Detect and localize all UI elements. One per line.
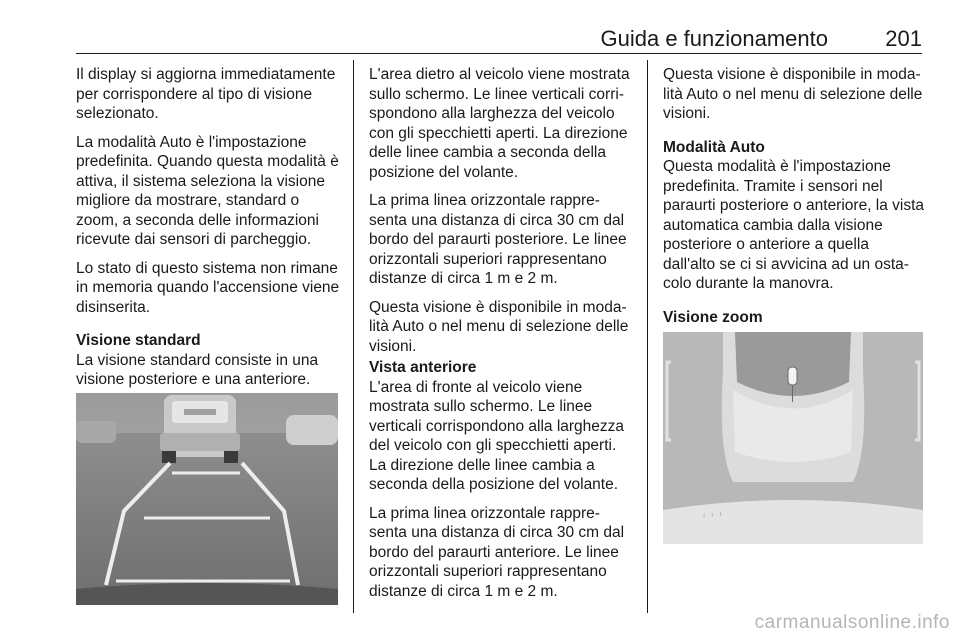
section-title: Guida e funzionamento <box>600 26 828 51</box>
column-3 <box>663 65 925 327</box>
paragraph-rear-distance: La prima linea orizzontale rappre-senta una distanza di circa 30 cm dal bordo del paraurti posteriore. Le linee orizzontali superiori rappresentano distanze di circa 1 m e 2 m. <box>369 192 627 287</box>
page-number: 201 <box>885 26 922 51</box>
column-divider-1 <box>353 60 354 613</box>
zoom-view-illustration <box>663 332 923 544</box>
paragraph-front-distance: La prima linea orizzontale rappre-senta una distanza di circa 30 cm dal bordo del paraurti anteriore. Le linee orizzontali superiori rappresentano distanze di circa 1 m e 2 m. <box>369 504 625 600</box>
header-rule <box>76 53 922 54</box>
paragraph-auto-description: Questa modalità è l'impostazione predefinita. Tramite i sensori nel paraurti posteriore o anteriore, la vista automatica cambia dalla visione posteriore o anteriore a quella dall'alto se ci si avvicina ad un osta-colo durante la manovra. <box>663 158 925 292</box>
paragraph-auto-mode: La modalità Auto è l'impostazione predefinita. Quando questa modalità è attiva, il sistema seleziona la visione migliore da mostrare, standard o zoom, a seconda delle informazioni ricevute dai sensori di parcheggio. <box>76 133 339 248</box>
page-header <box>76 26 922 52</box>
paragraph-front-area: L'area di fronte al veicolo viene mostrata sullo schermo. Le linee verticali corrispondono alla larghezza del veicolo con gli specchietti aperti. La direzione delle linee cambia a seconda della posizione del volante. <box>369 378 625 493</box>
paragraph-zoom-availability: Questa visione è disponibile in moda-lità Auto o nel menu di selezione delle visioni. <box>663 66 923 122</box>
heading-standard-view: Visione standard <box>76 332 201 349</box>
column-2 <box>369 65 633 610</box>
column-1 <box>76 65 342 418</box>
rear-view-illustration <box>76 393 338 605</box>
paragraph-display-update: Il display si aggiorna immediatamente per corrispondere al tipo di visione selezionato. <box>76 66 336 122</box>
column-divider-2 <box>647 60 648 613</box>
paragraph-memory-state: Lo stato di questo sistema non rimane in memoria quando l'accensione viene disinserita. <box>76 259 340 316</box>
svg-text:' ' ': ' ' ' <box>701 509 724 528</box>
paragraph-rear-area: L'area dietro al veicolo viene mostrata sullo schermo. Le linee verticali corri-spondono alla larghezza del veicolo con gli specchietti aperti. La direzione delle linee cambia a seconda della posizione del volante. <box>369 66 630 181</box>
heading-front-view: Vista anteriore <box>369 359 477 376</box>
heading-auto-mode: Modalità Auto <box>663 138 765 156</box>
rear-view-camera-image <box>76 393 338 605</box>
zoom-view-camera-image <box>663 332 923 544</box>
paragraph-rear-availability: Questa visione è disponibile in moda-lità Auto o nel menu di selezione delle visioni. <box>369 298 629 355</box>
heading-zoom-view: Visione zoom <box>663 308 763 326</box>
footer-watermark: carmanualsonline.info <box>754 612 950 633</box>
paragraph-standard-view: La visione standard consiste in una visione posteriore e una anteriore. <box>76 351 319 388</box>
